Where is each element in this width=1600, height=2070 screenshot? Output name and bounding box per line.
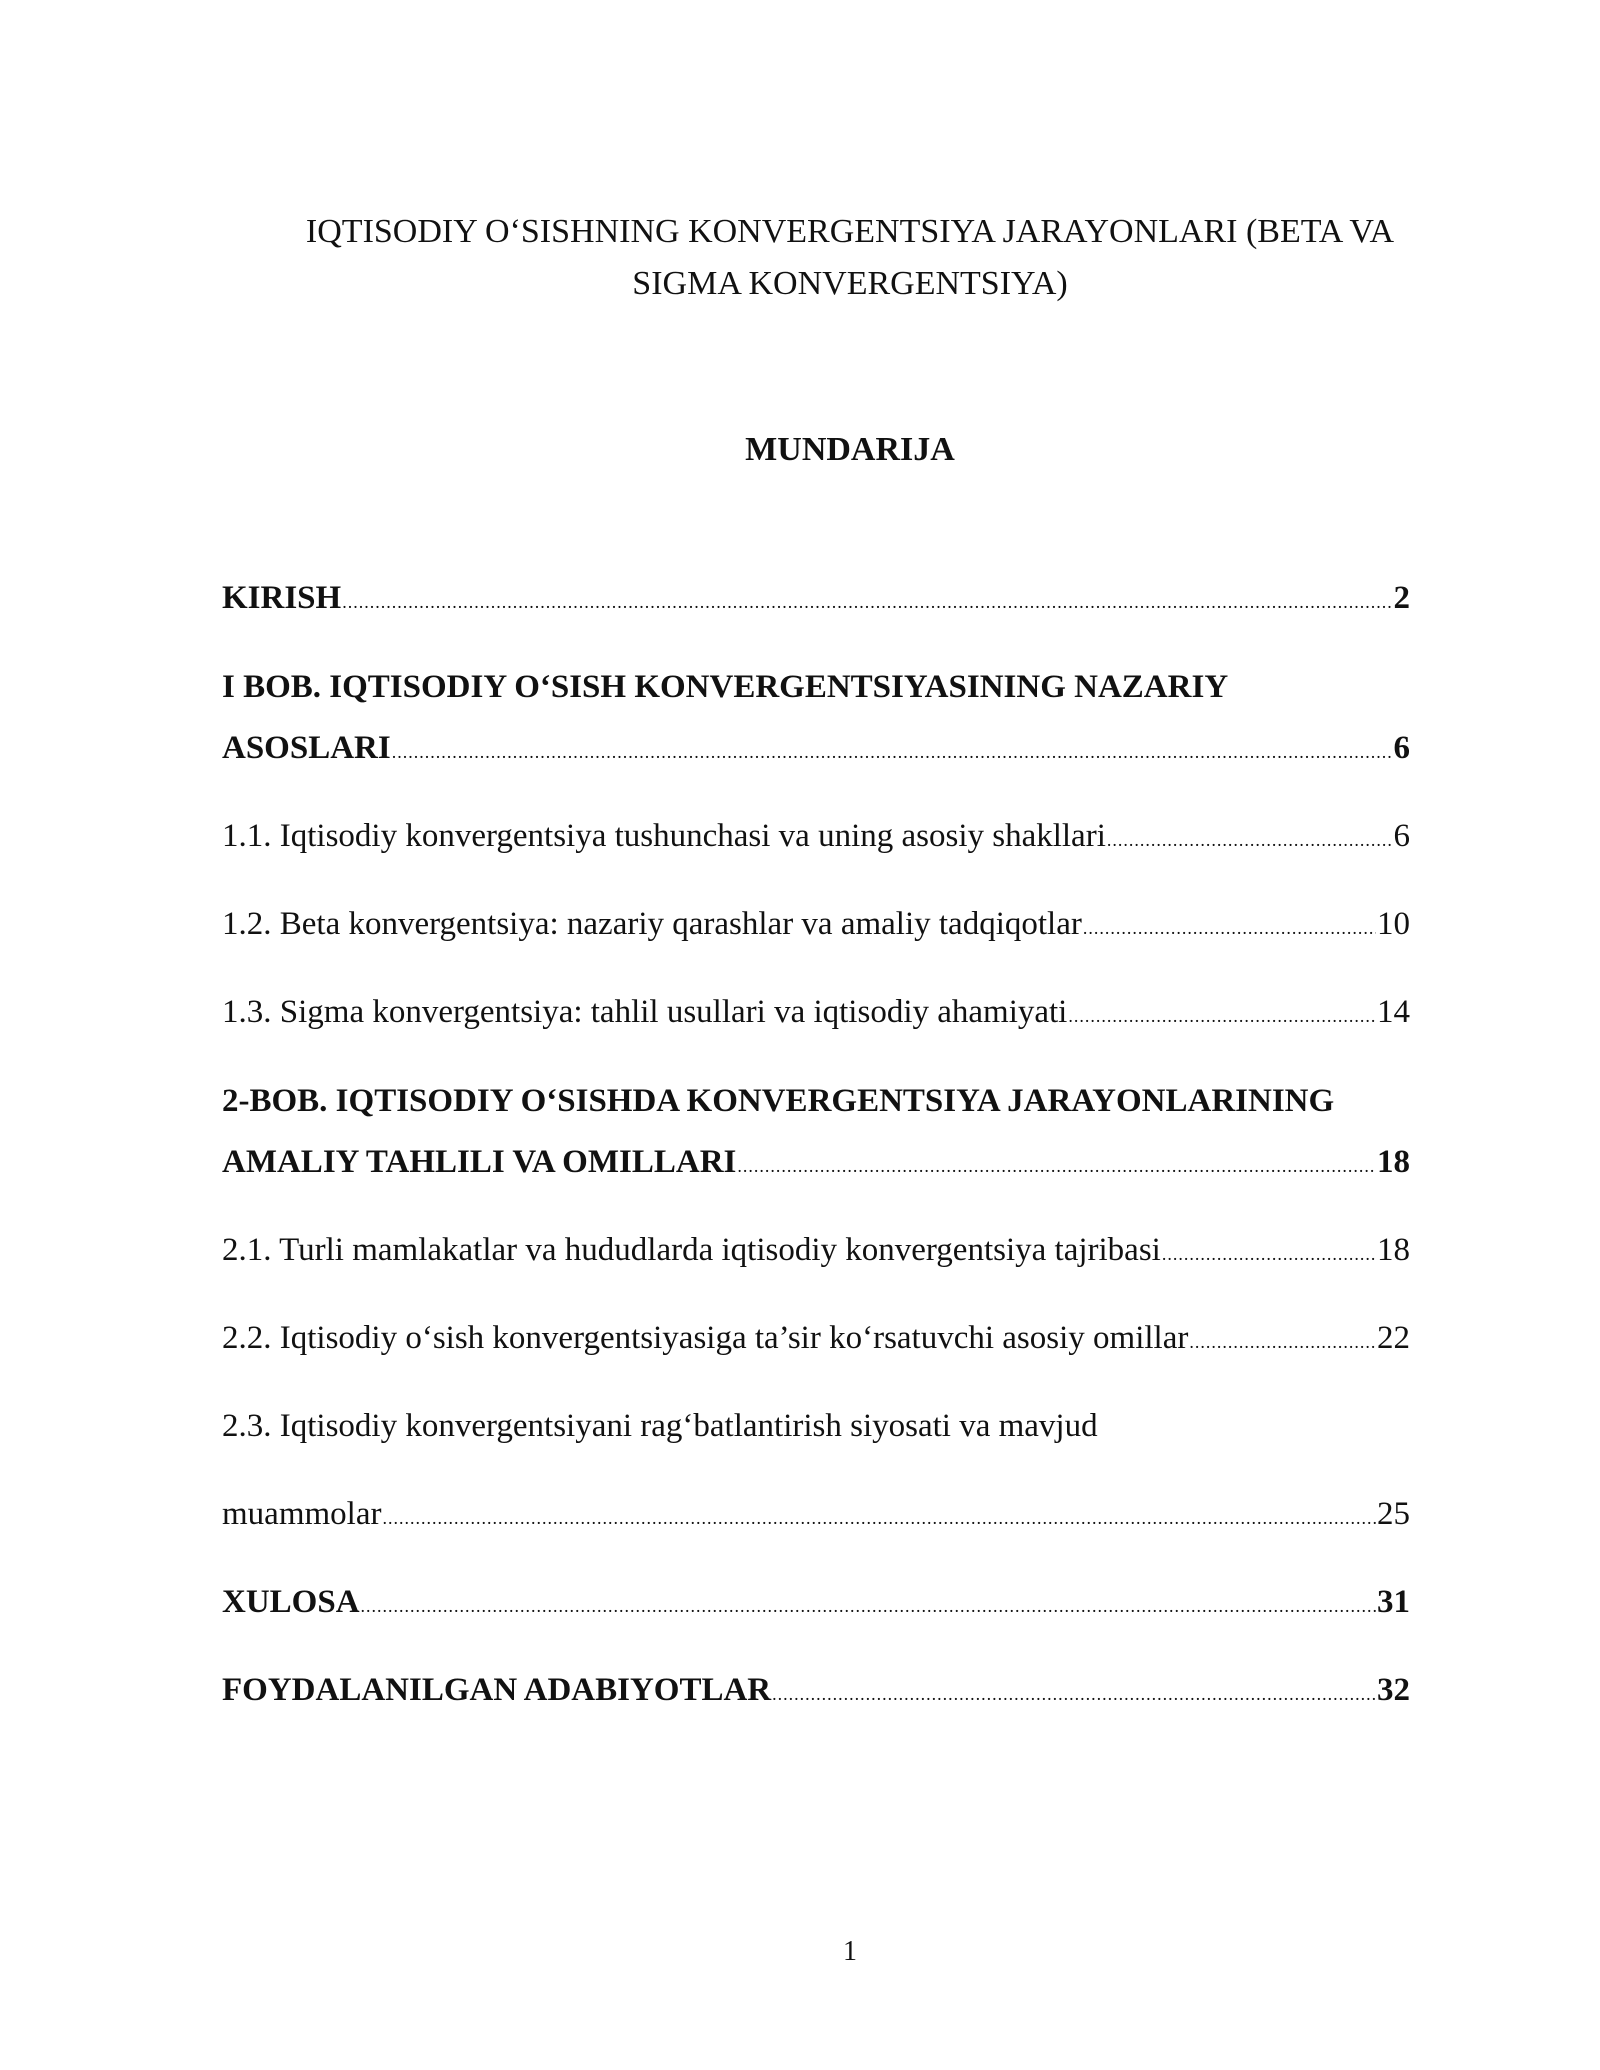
toc-entry-label: 1.1. Iqtisodiy konvergentsiya tushunchasi va uning asosiy shakllari — [222, 818, 1106, 854]
toc-leader-dots — [392, 730, 1393, 774]
toc-entry-page: 14 — [1377, 994, 1410, 1030]
toc-entry-bob2-line1: 2-BOB. IQTISODIY O‘SISHDA KONVERGENTSIYA JARAYONLARINING — [222, 1083, 1335, 1119]
toc-entry-page: 18 — [1377, 1232, 1410, 1268]
toc-entry-page: 32 — [1377, 1672, 1410, 1708]
toc-entry-label: 2.1. Turli mamlakatlar va hududlarda iqtisodiy konvergentsiya tajribasi — [222, 1232, 1161, 1268]
toc-entry-xulosa — [222, 1580, 1410, 1628]
toc-entry-bob1-line1: I BOB. IQTISODIY O‘SISH KONVERGENTSIYASINING NAZARIY — [222, 669, 1229, 705]
toc-entry-1-3 — [222, 990, 1410, 1038]
toc-entry-label: 1.3. Sigma konvergentsiya: tahlil usullari va iqtisodiy ahamiyati — [222, 994, 1068, 1030]
toc-entry-2-3-line1: 2.3. Iqtisodiy konvergentsiyani rag‘batlantirish siyosati va mavjud — [222, 1408, 1098, 1444]
toc-entry-label: 1.2. Beta konvergentsiya: nazariy qarashlar va amaliy tadqiqotlar — [222, 906, 1082, 942]
toc-entry-page: 22 — [1377, 1320, 1410, 1356]
toc-entry-page: 10 — [1377, 906, 1410, 942]
toc-entry-2-3 — [222, 1492, 1410, 1540]
toc-leader-dots — [772, 1672, 1376, 1716]
toc-entry-2-2 — [222, 1316, 1410, 1364]
toc-entry-page: 25 — [1377, 1496, 1410, 1532]
page-number: 1 — [843, 1936, 857, 1967]
toc-entry-bob2 — [222, 1140, 1410, 1188]
toc-entry-label: 2.2. Iqtisodiy o‘sish konvergentsiyasiga ta’sir ko‘rsatuvchi asosiy omillar — [222, 1320, 1189, 1356]
toc-entry-page: 2 — [1393, 580, 1410, 616]
toc-entry-label: XULOSA — [222, 1584, 360, 1620]
toc-heading: MUNDARIJA — [745, 431, 955, 468]
toc-entry-label: FOYDALANILGAN ADABIYOTLAR — [222, 1672, 772, 1708]
toc-leader-dots — [342, 580, 1392, 624]
toc-entry-label: AMALIY TAHLILI VA OMILLARI — [222, 1144, 737, 1180]
document-title — [200, 206, 1500, 310]
toc-entry-page: 31 — [1377, 1584, 1410, 1620]
toc-entry-label: muammolar — [222, 1496, 382, 1532]
toc-entry-label: ASOSLARI — [222, 730, 391, 766]
toc-entry-1-1 — [222, 814, 1410, 862]
toc-leader-dots — [1068, 994, 1376, 1038]
toc-leader-dots — [1189, 1320, 1376, 1364]
toc-entry-kirish — [222, 576, 1410, 624]
toc-entry-page: 6 — [1393, 818, 1410, 854]
toc-entry-page: 6 — [1393, 730, 1410, 766]
toc-entry-adabiyotlar — [222, 1668, 1410, 1716]
document-title-line-1: IQTISODIY O‘SISHNING KONVERGENTSIYA JARAYONLARI (BETA VA — [305, 213, 1395, 250]
toc-entry-bob1 — [222, 726, 1410, 774]
toc-entry-page: 18 — [1377, 1144, 1410, 1180]
toc-leader-dots — [1107, 818, 1393, 862]
toc-leader-dots — [382, 1496, 1376, 1540]
toc-leader-dots — [1162, 1232, 1376, 1276]
document-title-line-2: SIGMA KONVERGENTSIYA) — [632, 265, 1068, 302]
toc-entry-label: KIRISH — [222, 580, 342, 616]
toc-leader-dots — [1083, 906, 1376, 950]
toc-entry-1-2 — [222, 902, 1410, 950]
toc-leader-dots — [361, 1584, 1376, 1628]
toc-entry-2-1 — [222, 1228, 1410, 1276]
toc-leader-dots — [737, 1144, 1376, 1188]
